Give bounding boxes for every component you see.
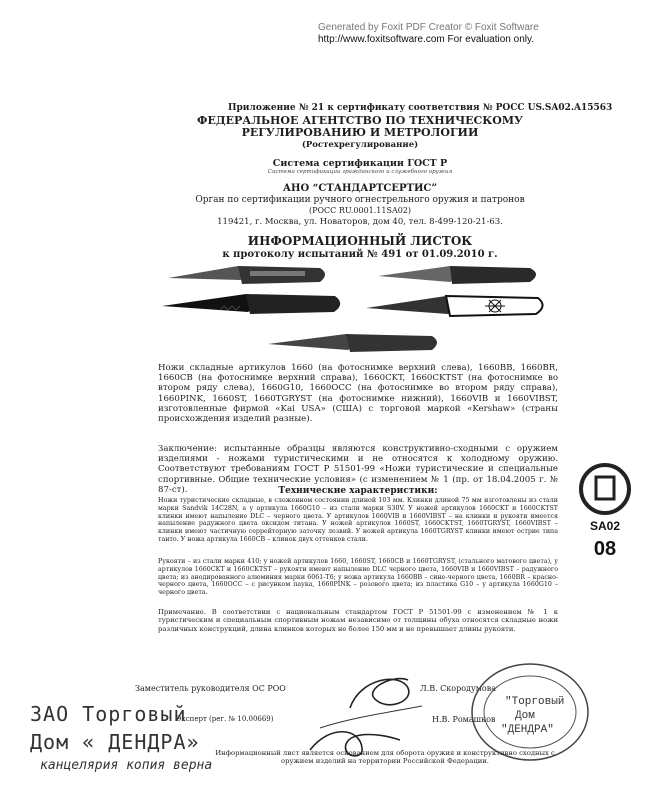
paragraph-description: Ножи складные артикулов 1660 (на фотоснимке верхний слева), 1660BB, 1660BR, 1660CB (на фотоснимке верхний справа), 1660CKT, 1660CKTST (на фотоснимке во втором ряду слева), 1660G10, 1660OCC (на фотоснимке во втором ряду справа), 1660PINK, 1660ST, 1660TGRYST (на фотоснимке нижний), 1660VIB и 1660VIBST, изготовленные фирмой «Kai USA» (США) с торговой маркой «Kershaw» (страны происхождения изделий разные). <box>158 363 558 425</box>
protocol-line: к протоколу испытаний № 491 от 01.09.2010 г. <box>222 249 498 260</box>
expert-label: Эксперт (рег. № 10.00669) <box>176 715 274 723</box>
document-title: ИНФОРМАЦИОННЫЙ ЛИСТОК <box>247 234 473 248</box>
org-registration: (РОСС RU.0001.11SA02) <box>308 206 412 215</box>
cert-mark-code: SA02 <box>589 519 621 533</box>
org-description: Орган по сертификации ручного огнестрельного оружия и патронов <box>195 195 525 205</box>
system-name: Система сертификации ГОСТ Р <box>272 158 448 169</box>
org-name: АНО “СТАНДАРТСЕРТИС” <box>282 183 438 194</box>
expert-name: Н.В. Ромашков <box>432 715 496 724</box>
stamp-line-2: Дом « ДЕНДРА» <box>30 730 200 754</box>
stamp-line-3: канцелярия копия верна <box>40 758 213 773</box>
agency-abbr: (Ростехрегулирование) <box>301 140 419 150</box>
org-address: 119421, г. Москва, ул. Новаторов, дом 40, тел. 8-499-120-21-63. <box>217 217 503 227</box>
knife-photo-middle-left <box>162 294 340 314</box>
annex-line: Приложение № 21 к сертификату соответствия № РОСС US.SA02.A15563 <box>228 103 613 113</box>
knife-photo-top-left <box>168 266 325 284</box>
agency-line-1: ФЕДЕРАЛЬНОЕ АГЕНТСТВО ПО ТЕХНИЧЕСКОМУ <box>197 114 523 127</box>
system-subtitle: Система сертификации гражданского и служебного оружия <box>267 169 453 175</box>
foxit-watermark <box>318 22 638 46</box>
knife-photos <box>150 262 550 362</box>
deputy-name: Л.В. Скородумова <box>420 684 497 693</box>
round-stamp-mid: Дом <box>515 710 535 722</box>
knife-photo-middle-right <box>366 296 543 316</box>
certification-mark <box>574 455 636 565</box>
knife-photo-top-right <box>378 266 536 284</box>
tech-characteristics-title: Технические характеристики: <box>278 486 438 496</box>
watermark-line-1: Generated by Foxit PDF Creator © Foxit Software <box>318 22 539 33</box>
deputy-label: Заместитель руководителя ОС РОО <box>135 684 286 693</box>
agency-line-2: РЕГУЛИРОВАНИЮ И МЕТРОЛОГИИ <box>241 126 479 139</box>
agency-name <box>70 115 649 139</box>
stamp-line-1: ЗАО Торговый <box>30 702 187 726</box>
note-text: Примечание. В соответствии с национальным стандартом ГОСТ Р 51501-99 с изменением № 1 к туристическим и специальным спортивным ножам независимо от толщины обуха относятся складные ножи различных конструкций, длина клинков которых не более 150 мм и не превышает длины рукояти. <box>158 608 558 633</box>
watermark-line-2: http://www.foxitsoftware.com For evaluation only. <box>318 34 535 45</box>
cert-mark-number: 08 <box>593 538 617 560</box>
tech-handles-text: Рукояти – из стали марки 410; у ножей артикулов 1660, 1660ST, 1660CB и 1660TGRYST, (стального матового цвета), у артикулов 1660CKT и 1660CKTST – рукояти имеют напыление DLC черного цвета, 1660VIB и 1660VIBST – радужного цвета; из анодированного алюминия марки 6061-T6; у ножа артикула 1660BB – сине-черного цвета, 1660BR – красно-черного цвета, 1660OCC – с рисунком паука, 1660PINK – розового цвета; из пластика G10 – у артикула 1660G10 – черного цвета. <box>158 558 558 597</box>
footer-note: Информационный лист является основанием для оборота оружия и конструктивно сходных с оружием изделий на территории Российской Федерации. <box>215 749 555 765</box>
round-stamp-top: "Торговый <box>505 696 565 708</box>
knife-photo-bottom <box>268 334 437 352</box>
tech-blades-text: Ножи туристические складные, в сложенном состоянии длиной 103 мм. Клинки длиной 75 мм изготовлены из стали марки Sandvik 14C28N, а у артикула 1660G10 – из стали марки S30V. У ножей артикулов 1660CKT и 1660CKTST клинки имеют напыление DLC – черного цвета. У артикулов 1660VIB и 1660VIBST – на клинки и рукояти имеется напыление радужного цвета оксидом титана. У ножей артикулов 1660ST, 1660CKTST, 1660TGRYST, 1660VIBST – клинки имеют частичную серрейторную заточку лезвий. У ножей артикула 1660TGRYST клинки имеют острие типа танто. У ножа артикула 1660CB – клинок двух оттенков стали. <box>158 497 558 543</box>
round-stamp-bottom: "ДЕНДРА" <box>501 724 554 736</box>
paragraph-conclusion: Заключение: испытанные образцы являются конструктивно-сходными с оружием изделиями - ножами туристическими и не относятся к холодному оружию. Соответствуют требованиям ГОСТ Р 51501-99 «Ножи туристические и специальные спортивные. Общие технические условия» (с изменением № 1 (пр. от 18.04.2005 г. № 87-ст). <box>158 444 558 495</box>
